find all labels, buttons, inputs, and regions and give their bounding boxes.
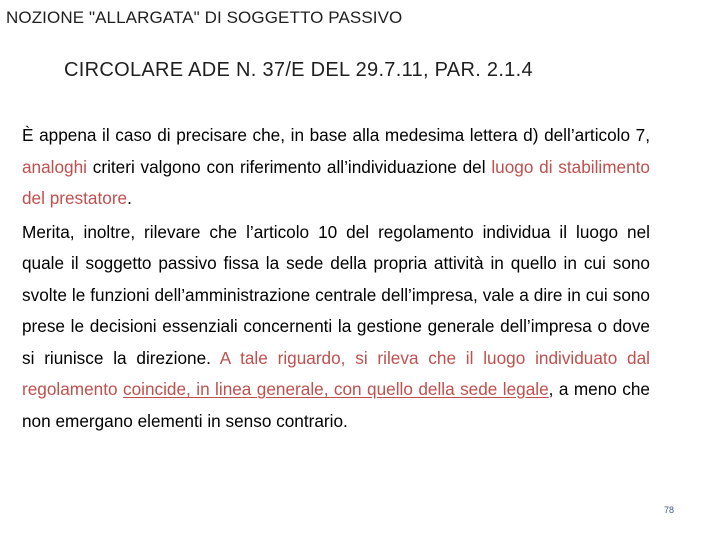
paragraph-2-text-2: , a meno che non emergano elementi in senso contrario. bbox=[22, 379, 650, 431]
paragraph-1-highlight-analoghi: analoghi bbox=[22, 156, 87, 177]
paragraph-2-text-1: Merita, inoltre, rilevare che l’articolo 10 del regolamento individua il luogo nel quale il soggetto passivo fissa la sede della propria attività in quello in cui sono svolte le funzioni dell’amministrazione centrale dell’impresa, vale a dire in cui sono prese le decisioni essenziali concernenti la gestione generale dell’impresa o dove si riunisce la direzione. bbox=[22, 221, 650, 368]
paragraph-1 bbox=[22, 120, 650, 215]
page-number: 78 bbox=[664, 505, 675, 515]
slide-subtitle: CIRCOLARE ADE N. 37/E DEL 29.7.11, PAR. 2.1.4 bbox=[64, 59, 533, 81]
paragraph-1-text-3: . bbox=[127, 188, 132, 208]
slide-title: NOZIONE "ALLARGATA" DI SOGGETTO PASSIVO bbox=[6, 8, 403, 27]
paragraph-2-highlight: A tale riguardo, si rileva che il luogo individuato dal regolamento bbox=[22, 347, 650, 399]
paragraph-1-text-2: criteri valgono con riferimento all’individuazione del bbox=[87, 156, 492, 177]
paragraph-1-highlight-luogo-stabilimento: luogo di stabilimento del prestatore bbox=[22, 156, 650, 208]
paragraph-2 bbox=[22, 217, 650, 438]
paragraph-2-highlight-underlined: coincide, in linea generale, con quello della sede legale bbox=[122, 379, 549, 399]
body-text bbox=[22, 120, 650, 437]
paragraph-1-text-1: È appena il caso di precisare che, in base alla medesima lettera d) dell’articolo 7, bbox=[22, 125, 650, 145]
